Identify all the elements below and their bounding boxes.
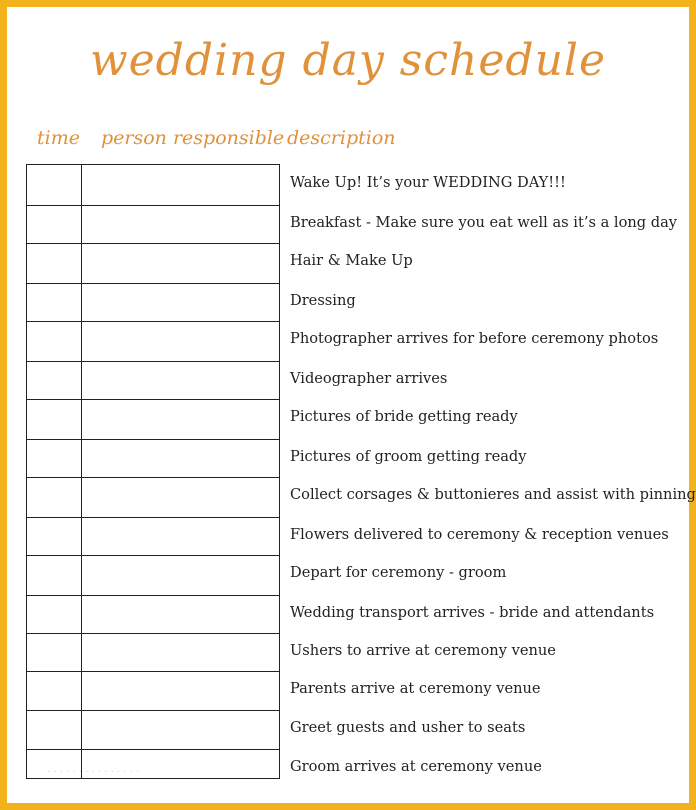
row-divider: [27, 477, 279, 478]
schedule-item: Collect corsages & buttonieres and assist with pinning: [290, 486, 696, 503]
schedule-item: Hair & Make Up: [290, 252, 413, 269]
row-divider: [27, 633, 279, 634]
schedule-item: Ushers to arrive at ceremony venue: [290, 642, 556, 659]
row-divider: [27, 749, 279, 750]
schedule-item: Wedding transport arrives - bride and attendants: [290, 604, 655, 621]
watermark: · · · · · · · · · · · · · · ·: [47, 767, 140, 778]
row-divider: [27, 671, 279, 672]
row-divider: [27, 555, 279, 556]
row-divider: [27, 283, 279, 284]
schedule-item: Pictures of groom getting ready: [290, 448, 527, 465]
schedule-item: Depart for ceremony - groom: [290, 564, 507, 581]
page-title: wedding day schedule: [89, 35, 607, 86]
column-header-description: description: [287, 127, 396, 149]
column-divider: [81, 165, 82, 778]
column-header-person-responsible: person responsible: [101, 127, 285, 149]
row-divider: [27, 361, 279, 362]
schedule-grid: [26, 164, 280, 779]
row-divider: [27, 243, 279, 244]
row-divider: [27, 517, 279, 518]
schedule-item: Videographer arrives: [290, 370, 448, 387]
schedule-item: Greet guests and usher to seats: [290, 719, 526, 736]
schedule-item: Groom arrives at ceremony venue: [290, 758, 542, 775]
schedule-item: Photographer arrives for before ceremony photos: [290, 330, 659, 347]
column-header-time: time: [37, 127, 80, 149]
schedule-item: Wake Up! It’s your WEDDING DAY!!!: [290, 174, 566, 191]
row-divider: [27, 595, 279, 596]
schedule-item: Dressing: [290, 292, 356, 309]
row-divider: [27, 710, 279, 711]
schedule-item: Breakfast - Make sure you eat well as it’s a long day: [290, 214, 678, 231]
row-divider: [27, 439, 279, 440]
row-divider: [27, 399, 279, 400]
schedule-item: Flowers delivered to ceremony & reception venues: [290, 526, 669, 543]
schedule-item: Pictures of bride getting ready: [290, 408, 518, 425]
row-divider: [27, 321, 279, 322]
row-divider: [27, 205, 279, 206]
schedule-item: Parents arrive at ceremony venue: [290, 680, 541, 697]
